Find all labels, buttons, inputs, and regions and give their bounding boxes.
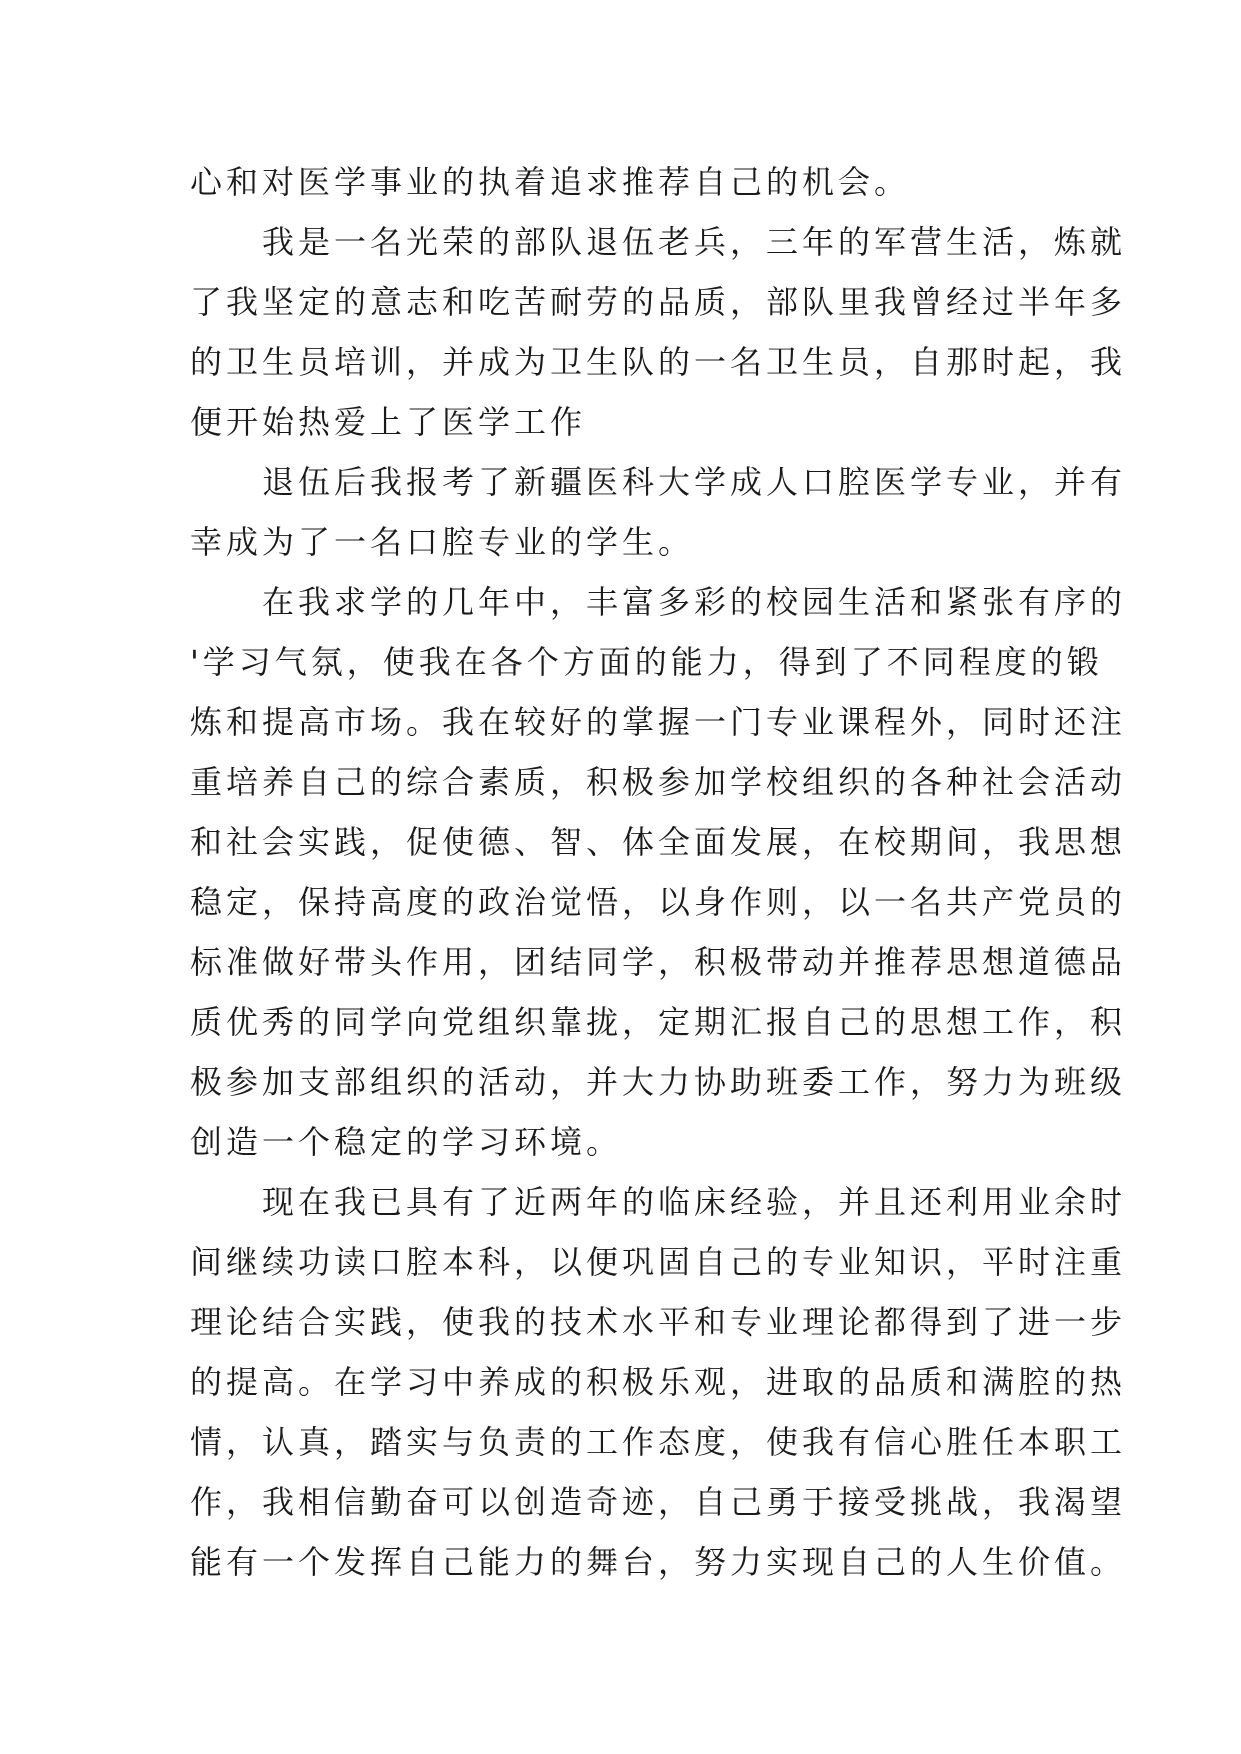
- text-line: 便开始热爱上了医学工作: [190, 403, 587, 441]
- text-line: 的提高。在学习中养成的积极乐观，进取的品质和满腔的热: [190, 1363, 1127, 1401]
- text-line: 间继续功读口腔本科，以便巩固自己的专业知识，平时注重: [190, 1243, 1127, 1281]
- text-line: 现在我已具有了近两年的临床经验，并且还利用业余时: [262, 1183, 1127, 1221]
- text-line: 了我坚定的意志和吃苦耐劳的品质，部队里我曾经过半年多: [190, 283, 1127, 321]
- text-line: 稳定，保持高度的政治觉悟，以身作则，以一名共产党员的: [190, 883, 1127, 921]
- text-line: 退伍后我报考了新疆医科大学成人口腔医学专业，并有: [262, 463, 1127, 501]
- text-line: 幸成为了一名口腔专业的学生。: [190, 523, 695, 561]
- text-line: 的卫生员培训，并成为卫生队的一名卫生员，自那时起，我: [190, 343, 1127, 381]
- text-line: 炼和提高市场。我在较好的掌握一门专业课程外，同时还注: [190, 703, 1127, 741]
- text-line: 极参加支部组织的活动，并大力协助班委工作，努力为班级: [190, 1063, 1127, 1101]
- text-line: 我是一名光荣的部队退伍老兵，三年的军营生活，炼就: [262, 223, 1127, 261]
- text-line: 质优秀的同学向党组织靠拢，定期汇报自己的思想工作，积: [190, 1003, 1127, 1041]
- text-line: 情，认真，踏实与负责的工作态度，使我有信心胜任本职工: [190, 1423, 1127, 1461]
- text-line: '学习气氛，使我在各个方面的能力，得到了不同程度的锻: [190, 643, 1103, 681]
- text-line: 理论结合实践，使我的技术水平和专业理论都得到了进一步: [190, 1303, 1127, 1341]
- text-line: 能有一个发挥自己能力的舞台，努力实现自己的人生价值。: [190, 1543, 1127, 1581]
- text-line: 作，我相信勤奋可以创造奇迹，自己勇于接受挑战，我渴望: [190, 1483, 1127, 1521]
- document-body: [190, 152, 1127, 1592]
- text-line: 在我求学的几年中，丰富多彩的校园生活和紧张有序的: [262, 583, 1127, 621]
- text-line: 心和对医学事业的执着追求推荐自己的机会。: [190, 163, 911, 201]
- text-line: 标准做好带头作用，团结同学，积极带动并推荐思想道德品: [190, 943, 1127, 981]
- text-line: 重培养自己的综合素质，积极参加学校组织的各种社会活动: [190, 763, 1127, 801]
- text-line: 创造一个稳定的学习环境。: [190, 1123, 623, 1161]
- text-line: 和社会实践，促使德、智、体全面发展，在校期间，我思想: [190, 823, 1127, 861]
